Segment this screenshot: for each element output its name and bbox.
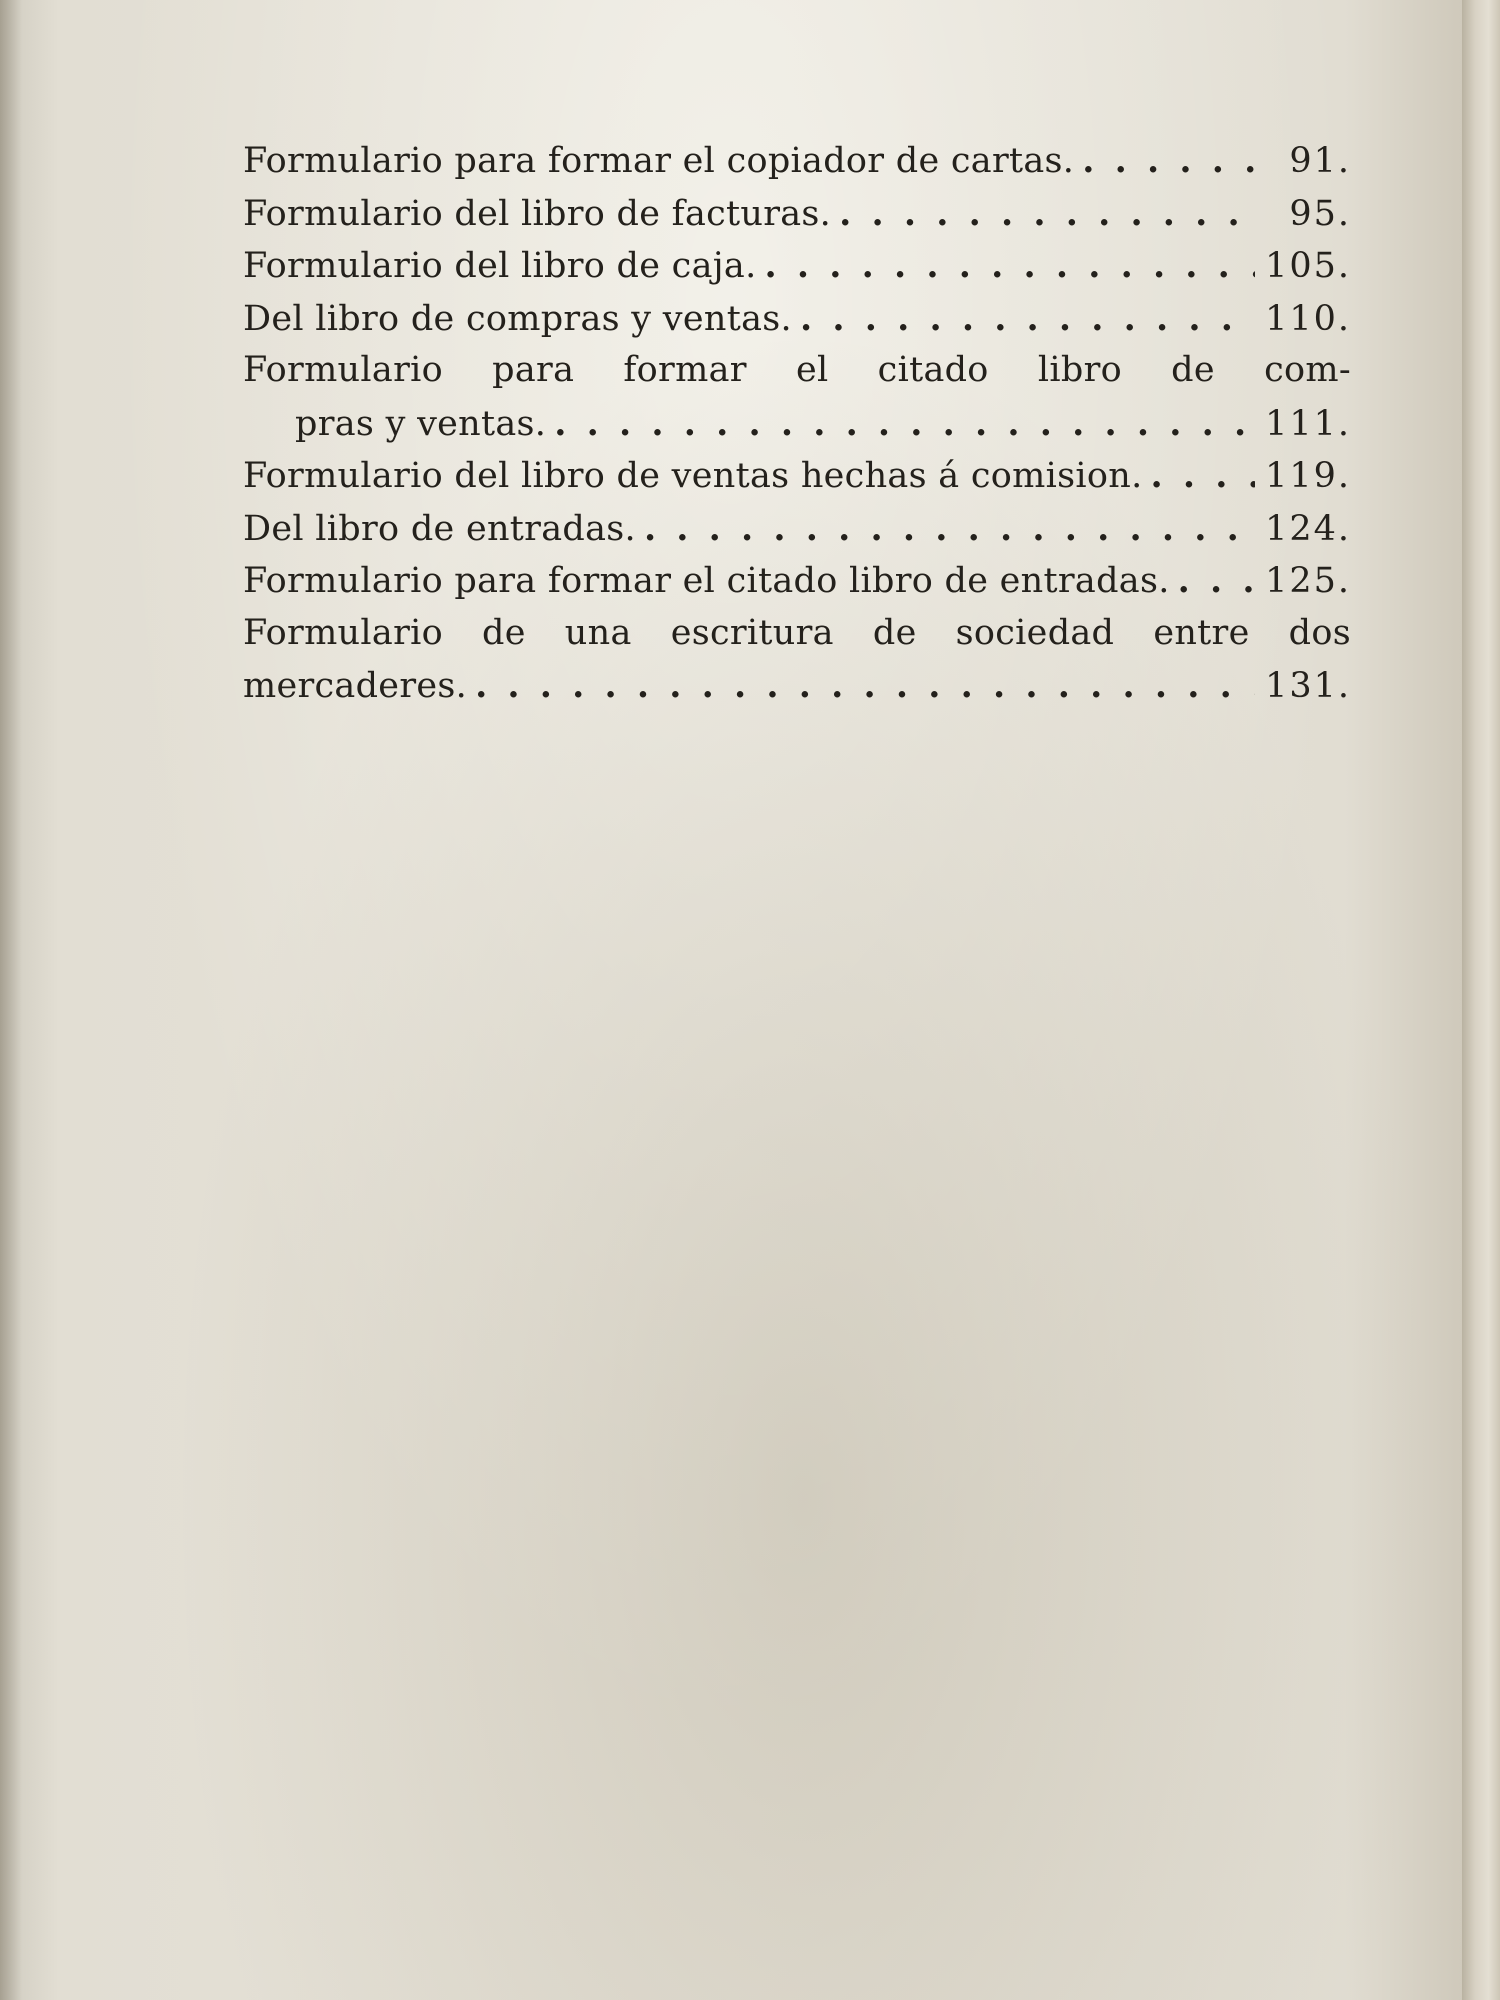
dot-leader	[839, 193, 1255, 234]
toc-entry-page: 131.	[1265, 666, 1351, 706]
toc-entry	[243, 455, 1351, 508]
toc-entry-title: Formulario de una escritura de sociedad entre dos	[243, 612, 1351, 653]
toc-entry-title: Formulario del libro de facturas.	[243, 193, 832, 234]
toc-entry-page: 105.	[1265, 246, 1351, 286]
toc-entry-page: 110.	[1265, 298, 1351, 339]
toc-entry	[243, 508, 1351, 561]
toc-entry-title: Formulario para formar el citado libro de entradas.	[243, 561, 1170, 601]
toc-entry-title: Formulario del libro de ventas hechas á comision.	[243, 456, 1143, 496]
dot-leader	[1082, 140, 1255, 181]
toc-entry-continuation	[243, 665, 1351, 718]
dot-leader	[1151, 455, 1255, 496]
toc-entry-title: Formulario del libro de caja.	[243, 246, 757, 286]
toc-entry-first-line	[243, 613, 1351, 666]
toc-entry-first-line	[243, 350, 1351, 403]
dot-leader	[765, 245, 1256, 286]
page-edge	[1462, 0, 1500, 2000]
toc-entry-page: 124.	[1265, 508, 1351, 549]
toc-entry-title: Del libro de entradas.	[243, 508, 636, 549]
toc-entry-page: 119.	[1265, 456, 1351, 496]
dot-leader	[800, 298, 1255, 339]
toc-entry-title: Del libro de compras y ventas.	[243, 298, 792, 339]
toc-entry	[243, 245, 1351, 298]
toc-entry-continuation	[243, 403, 1351, 456]
toc-entry-title-continued: mercaderes.	[243, 666, 468, 706]
toc-entry-page: 111.	[1265, 403, 1351, 444]
toc-entry	[243, 560, 1351, 613]
dot-leader	[1178, 560, 1255, 601]
toc-entry-page: 95.	[1289, 193, 1351, 234]
toc-entry-page: 125.	[1265, 561, 1351, 601]
dot-leader	[644, 508, 1255, 549]
table-of-contents	[243, 140, 1351, 718]
dot-leader	[554, 403, 1255, 444]
toc-entry	[243, 298, 1351, 351]
toc-entry	[243, 140, 1351, 193]
reverse-side-bleed-through	[230, 720, 1340, 1780]
toc-entry-page: 91.	[1289, 141, 1351, 181]
toc-entry-title-continued: pras y ventas.	[295, 403, 547, 444]
spine-shadow	[0, 0, 22, 2000]
toc-entry-title: Formulario para formar el copiador de cartas.	[243, 141, 1075, 181]
toc-entry-title: Formulario para formar el citado libro de com-	[243, 350, 1351, 390]
dot-leader	[475, 665, 1255, 706]
toc-entry	[243, 193, 1351, 246]
